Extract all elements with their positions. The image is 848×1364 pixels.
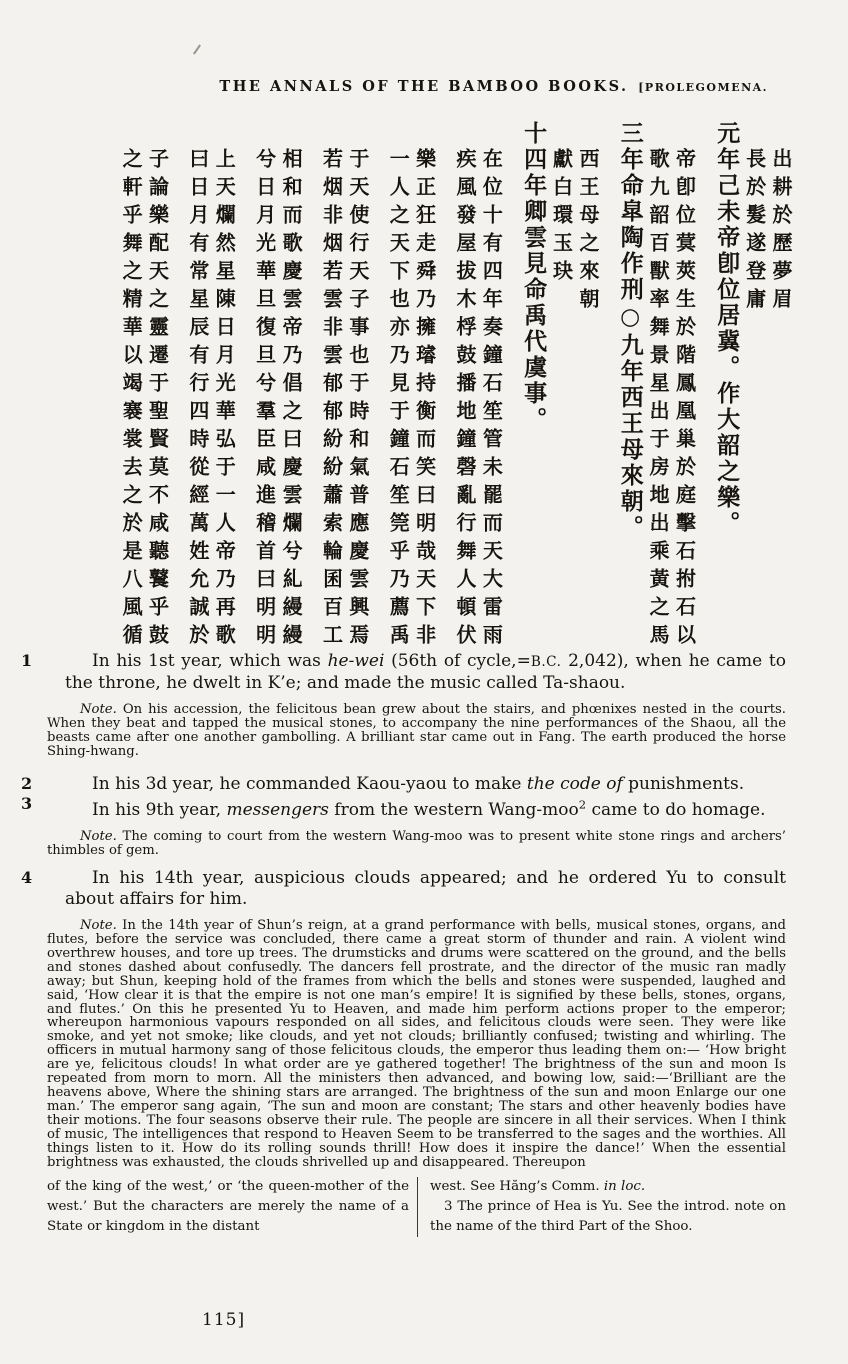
note-text: The coming to court from the western Wang-moo was to present white stone rings and archers’ thimbles of gem. — [47, 829, 786, 859]
entry-paragraph-4 — [21, 868, 786, 909]
chinese-column: 樂正狂走舜乃擁璿持衡而笑曰明哉天下非 — [412, 148, 437, 652]
note-text: In the 14th year of Shun’s reign, at a grand performance with bells, musical stones, organs, and flutes, before the service was concluded, there came a great storm of thunder and rain. A violent wind overthrew houses, and tore up trees. The drumsticks and drums were scattered on the ground, and the bells and stones dashed about confusedly. The dancers fell prostrate, and the director of the music ran madly away; but Shun, keeping hold of the frames from which the bells and stones were suspended, laughed and said, ‘How clear it is that the empire is not one man’s empire! It is signified by these bells, stones, organs, and flutes.’ On this he presented Yu to Heaven, and made him perform actions proper to the emperor; whereupon harmonious vapours responded on all sides, and felicitous clouds were seen. They were like smoke, and yet not smoke; like clouds, and yet not clouds; brilliantly confused; twisting and whirling. The officers in mutual harmony sang of those felicitous clouds, the emperor thus leading them on:— ‘How bright are ye, felicitous clouds! In what order are ye gathered together! The brightness of the sun and moon Is repeated from morn to morn. All the ministers then advanced, and bowing low, said:—‘Brilliant are the heavens above, Where the shining stars are arranged. The brightness of the sun and moon Enlarge our one man.’ The emperor sang again, ‘The sun and moon are constant; The stars and other heavenly bodies have their motions. The four seasons observe their rule. The people are sincere in all their services. When I think of music, The intelligences that respond to Heaven Seem to be transferred to the sages and the worthies. All things listen to it. How do its rolling sounds thrill! How does it inspire the dance!’ When the essential brightness was exhausted, the clouds shrivelled up and disappeared. Thereupon — [47, 918, 786, 1170]
running-head-title: THE ANNALS OF THE BAMBOO BOOKS. — [219, 78, 629, 95]
chinese-column: 曰日月有常星辰有行四時從經萬姓允誠於 — [185, 148, 210, 652]
running-head-corner: [PROLEGOMENA. — [638, 81, 768, 94]
chinese-column: 兮日月光華旦復旦兮羣臣咸進稽首曰明明 — [252, 148, 277, 652]
entry-text: In his 9th year, messengers from the western Wang-moo$^2$ came to do homage. — [92, 797, 766, 820]
chinese-column: 若烟非烟若雲非雲郁郁紛紛蕭索輪囷百工 — [319, 148, 344, 652]
entry-number: 2 — [21, 773, 33, 793]
entry-paragraph-3 — [21, 794, 786, 820]
note-paragraph-2 — [47, 830, 786, 858]
footnote-left-column: of the king of the west,’ or ‘the queen-mother of the west.’ But the characters are merely the name of a State or kingdom in the distant — [47, 1177, 418, 1237]
chinese-block — [116, 116, 796, 664]
chinese-column: 在位十有四年奏鐘石笙管未罷而天大雷雨 — [479, 148, 504, 652]
chinese-column: 相和而歌慶雲帝乃倡之曰慶雲爛兮糺縵縵 — [279, 148, 304, 652]
chinese-column: 之軒乎舞之精華以竭褰裳去之於是八風循 — [119, 148, 144, 652]
chinese-column: 歌九韶百獸率舞景星出于房地出乘黃之馬 — [646, 148, 671, 652]
entry-text: In his 3d year, he commanded Kaou-yaou to make the code of punishments. — [92, 773, 745, 794]
chinese-column: 元年己未帝卽位居冀。作大韶之樂。 — [713, 121, 741, 537]
note-text: On his accession, the felicitous bean grew about the stairs, and phœnixes nested in the courts. When they beat and tapped the musical stones, to accompany the nine performances of the Shaou, all the beasts came after one another gambolling. A brilliant star came out in Fang. The earth produced the horse Shing-hwang. — [47, 702, 786, 759]
entry-text: In his 1st year, which was he-wei (56th of cycle,=B.C. 2,042), when he came to the throne, he dwelt in K’e; and made the music called Ta-shaou. — [65, 651, 786, 693]
entry-number: 1 — [21, 651, 33, 670]
scan-artifact-mark — [193, 44, 201, 54]
page-number: 115] — [202, 1310, 246, 1330]
note-paragraph-1 — [47, 703, 786, 759]
note-label: Note. — [80, 918, 117, 934]
translation-area — [21, 644, 786, 1237]
chinese-column: 上天爛然星陳日月光華弘于一人帝乃再歌 — [212, 148, 237, 652]
footnote-right-column — [418, 1177, 786, 1237]
footnote-line: west. See Hăng’s Comm. in loc. — [430, 1179, 646, 1195]
chinese-column: 十四年卿雲見命禹代虞事。 — [520, 121, 548, 433]
note-label: Note. — [80, 829, 117, 845]
chinese-column: 獻白環玉玦 — [549, 148, 574, 288]
footnotes-section — [47, 1177, 786, 1237]
chinese-column: 帝卽位蓂莢生於階鳳凰巢於庭擊石拊石以 — [672, 148, 697, 652]
chinese-column: 三年命皐陶作刑○九年西王母來朝。 — [616, 121, 644, 541]
chinese-column: 疾風發屋拔木桴鼓播地鐘磬亂行舞人頓伏 — [453, 148, 478, 652]
entry-text: In his 14th year, auspicious clouds appeared; and he ordered Yu to consult about affairs for him. — [65, 868, 786, 909]
note-label: Note. — [80, 702, 117, 717]
chinese-column: 子論樂配天之靈遷于聖賢莫不咸聽鼚乎鼓 — [145, 148, 170, 652]
entry-paragraph-1 — [21, 651, 786, 693]
entry-paragraph-2 — [21, 773, 786, 795]
chinese-column: 出耕於歷夢眉 — [769, 148, 793, 316]
note-paragraph-3 — [47, 919, 786, 1169]
chinese-column: 長於髮遂登庸 — [742, 148, 767, 316]
chinese-column: 一人之天下也亦乃見于鐘石笙筦乎乃薦禹 — [386, 148, 411, 652]
chinese-column: 西王母之來朝 — [575, 148, 600, 316]
chinese-column: 于天使行天子事也于時和氣普應慶雲興焉 — [345, 148, 370, 652]
footnote-line: 3 The prince of Hea is Yu. See the introd. note on the name of the third Part of the Shoo. — [430, 1199, 786, 1235]
entry-number: 4 — [21, 868, 33, 888]
entry-number: 3 — [21, 794, 33, 814]
